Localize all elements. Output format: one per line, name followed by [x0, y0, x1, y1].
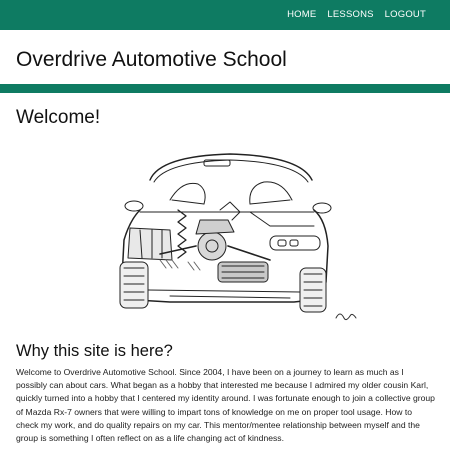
intro-paragraph: Welcome to Overdrive Automotive School. Since 2004, I have been on a journey to learn as much as I possibly can about cars. What began as a hobby that interested me because I admired my older cousin Karl, quickly turned into a hobby that I centered my identity around. I was fortunate enough to join a collective group of Mazda Rx-7 owners that were willing to impart tons of knowledge on me on proper tool usage. How to check my work, and do quality repairs on my car. This mentor/mentee relationship between myself and the group is something I often reflect on as a life changing act of kindness. — [16, 367, 435, 444]
why-heading: Why this site is here? — [16, 342, 173, 360]
nav-home-link[interactable]: HOME — [287, 9, 317, 20]
nav-lessons-link[interactable]: LESSONS — [327, 9, 374, 20]
site-header — [0, 30, 450, 84]
top-nav-bar — [0, 0, 450, 30]
welcome-heading: Welcome! — [16, 107, 101, 128]
nav-logout-link[interactable]: LOGOUT — [384, 9, 426, 20]
car-illustration — [100, 150, 362, 332]
accent-band — [0, 84, 450, 93]
car-cutaway-sketch-icon — [100, 150, 362, 332]
site-title: Overdrive Automotive School — [16, 48, 287, 71]
main-nav — [287, 9, 426, 20]
